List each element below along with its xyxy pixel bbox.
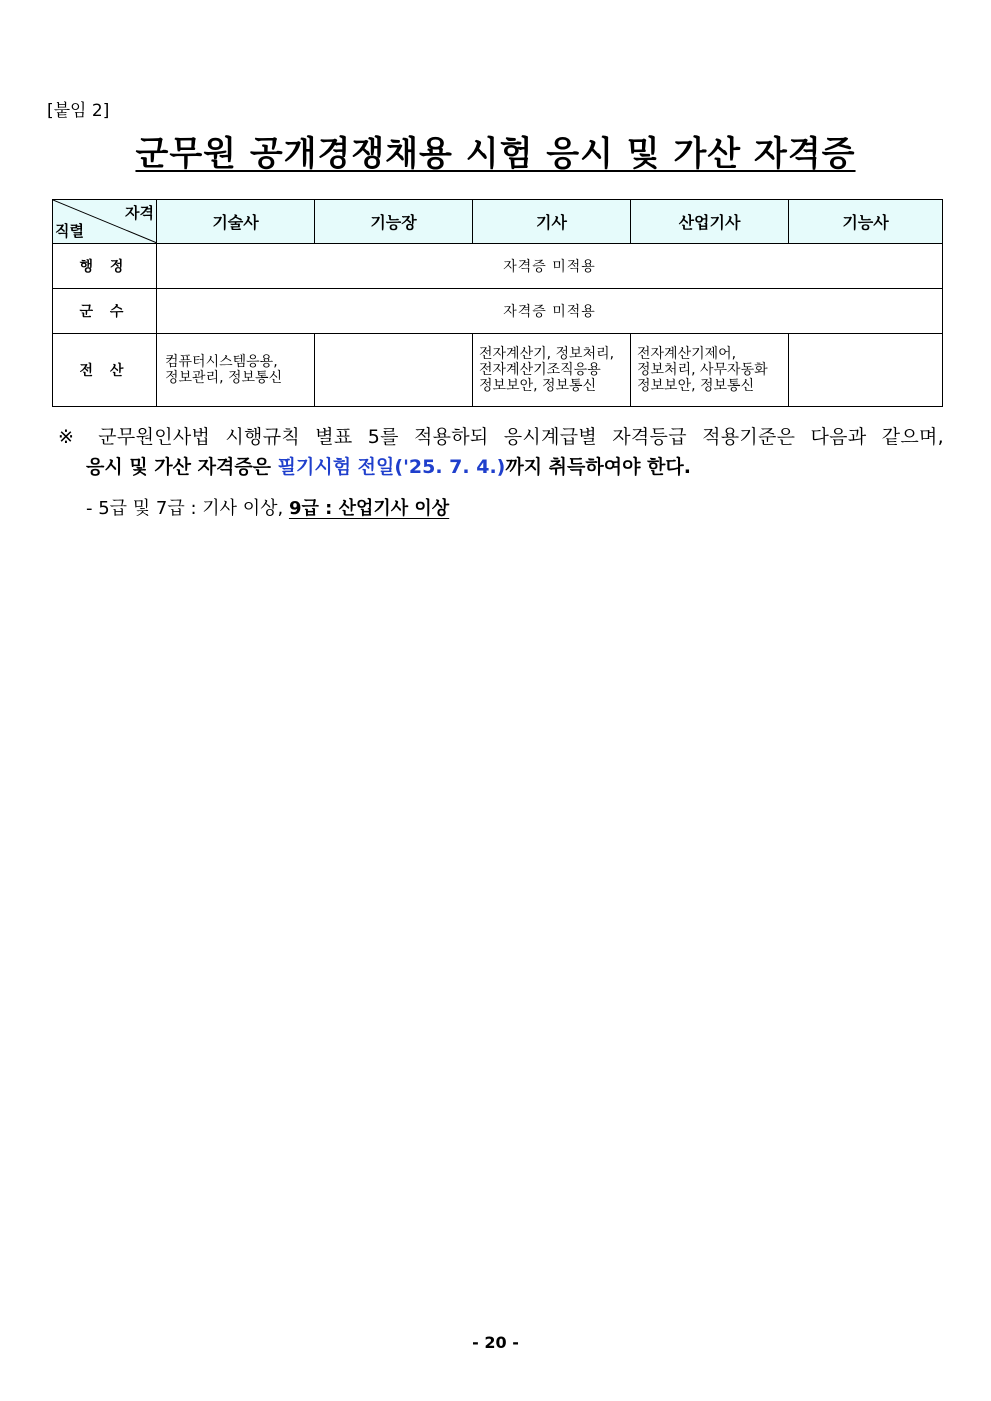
table-row (53, 244, 943, 289)
grade-criteria-emphasis: 9급 : 산업기사 이상 (288, 498, 450, 519)
note-line-2-prefix: 응시 및 가산 자격증은 (86, 456, 278, 478)
table-cell: 전자계산기제어, 정보처리, 사무자동화 정보보안, 정보통신 (631, 334, 789, 407)
certificate-table (52, 199, 943, 407)
table-corner-cell (53, 200, 157, 244)
column-header: 기능장 (315, 200, 473, 244)
attachment-label: [붙임 2] (47, 101, 110, 121)
corner-top-label: 자격 (125, 204, 154, 222)
column-header: 산업기사 (631, 200, 789, 244)
row-header: 전 산 (53, 334, 157, 407)
column-header: 기사 (473, 200, 631, 244)
table-cell: 컴퓨터시스템응용, 정보관리, 정보통신 (157, 334, 315, 407)
merged-cell: 자격증 미적용 (157, 244, 943, 289)
table-cell: 전자계산기, 정보처리, 전자계산기조직응용 정보보안, 정보통신 (473, 334, 631, 407)
page-number: - 20 - (472, 1333, 519, 1352)
grade-criteria-prefix: - 5급 및 7급 : 기사 이상, (86, 498, 289, 519)
page-title (0, 126, 991, 175)
row-header: 군 수 (53, 289, 157, 334)
grade-criteria-note (86, 494, 449, 520)
table-header-row (53, 200, 943, 244)
note-line-2-suffix: 까지 취득하여야 한다. (505, 456, 691, 478)
table-cell (789, 334, 943, 407)
table-cell (315, 334, 473, 407)
exam-deadline-highlight: 필기시험 전일('25. 7. 4.) (277, 456, 506, 478)
column-header: 기술사 (157, 200, 315, 244)
note-line-1: ※ 군무원인사법 시행규칙 별표 5를 적용하되 응시계급별 자격등급 적용기준은 다음과 같으며, (58, 426, 944, 448)
note-line-2 (86, 452, 691, 482)
corner-bottom-label: 직렬 (55, 222, 84, 240)
column-header: 기능사 (789, 200, 943, 244)
row-header: 행 정 (53, 244, 157, 289)
table-row (53, 289, 943, 334)
page-title-text: 군무원 공개경쟁채용 시험 응시 및 가산 자격증 (135, 134, 856, 174)
merged-cell: 자격증 미적용 (157, 289, 943, 334)
table-row (53, 334, 943, 407)
